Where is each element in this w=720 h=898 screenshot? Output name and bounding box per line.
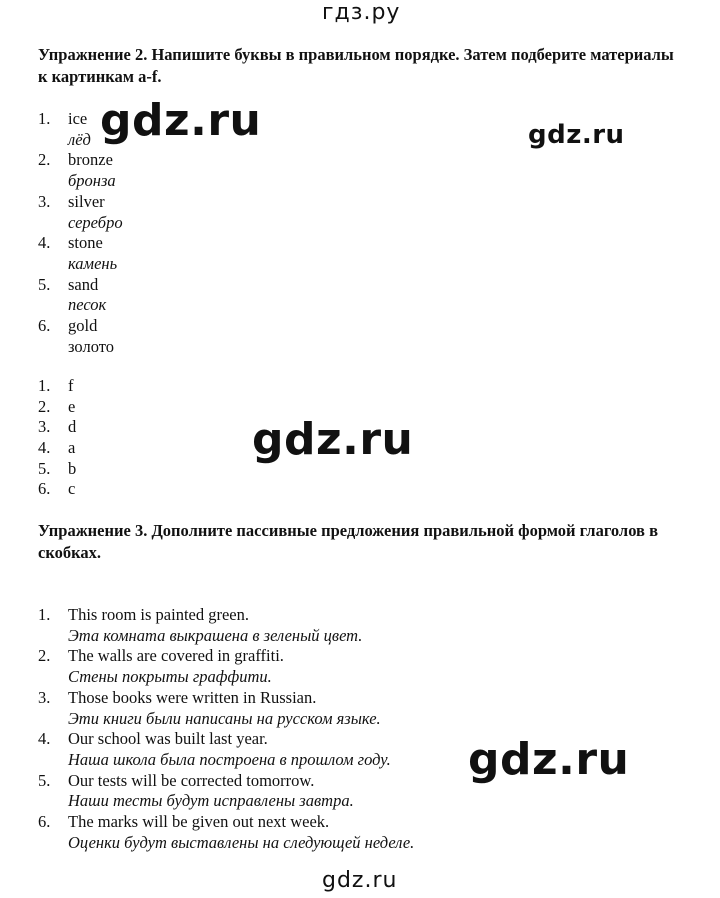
item-number: 1. [38, 376, 51, 395]
english-sentence: Those books were written in Russian. [68, 687, 317, 707]
exercise-3-sentence-list [38, 605, 414, 853]
item-number: 2. [38, 396, 51, 416]
item-number: 3. [38, 191, 51, 211]
item-number: 2. [38, 646, 51, 666]
item-number: 4. [38, 233, 51, 253]
list-item [38, 646, 414, 687]
english-word: gold [68, 316, 98, 336]
list-item [38, 275, 123, 316]
english-sentence: This room is painted green. [68, 605, 250, 624]
item-number: 6. [38, 479, 51, 499]
item-number: 4. [38, 729, 51, 749]
item-number: 5. [38, 274, 51, 294]
item-number: 2. [38, 150, 51, 170]
watermark-top: гдз.ру [322, 0, 401, 25]
english-sentence: The walls are covered in graffiti. [68, 646, 284, 666]
english-word: sand [68, 274, 99, 294]
item-number: 5. [38, 458, 51, 478]
russian-translation: Эти книги были написаны на русском языке. [68, 708, 381, 728]
watermark: gdz.ru [528, 120, 625, 150]
russian-translation: серебро [68, 212, 123, 232]
russian-translation: Наша школа была построена в прошлом году. [68, 749, 391, 769]
russian-translation: лёд [68, 129, 91, 149]
list-item [38, 150, 123, 191]
list-item [38, 688, 414, 729]
item-number: 3. [38, 687, 51, 707]
list-item [38, 812, 414, 853]
exercise-2-word-list [38, 109, 123, 357]
list-item [38, 192, 123, 233]
item-number: 3. [38, 417, 51, 437]
russian-translation: Стены покрыты граффити. [68, 667, 272, 687]
list-item [38, 729, 414, 770]
answer-letter: b [68, 458, 77, 478]
russian-translation: камень [68, 253, 118, 273]
english-word: stone [68, 233, 103, 253]
exercise-2-title: Упражнение 2. Напишите буквы в правильном порядке. Затем подберите материалы к картинкам a-f. [38, 45, 674, 86]
item-number: 1. [38, 109, 51, 128]
list-item [38, 438, 76, 459]
list-item [38, 233, 123, 274]
watermark: gdz.ru [468, 734, 630, 785]
item-number: 1. [38, 605, 51, 624]
answer-letter: c [68, 479, 76, 499]
exercise-3-title: Упражнение 3. Дополните пассивные предложения правильной формой глаголов в скобках. [38, 521, 658, 562]
item-number: 6. [38, 812, 51, 832]
russian-translation: Эта комната выкрашена в зеленый цвет. [68, 625, 363, 645]
watermark-bottom: gdz.ru [322, 868, 398, 893]
english-word: ice [68, 109, 88, 128]
english-word: silver [68, 191, 105, 211]
russian-translation: Наши тесты будут исправлены завтра. [68, 791, 354, 811]
exercise-2-answer-list [38, 376, 76, 500]
russian-translation: бронза [68, 171, 116, 191]
list-item [38, 459, 76, 480]
answer-letter: d [68, 417, 77, 437]
list-item [38, 605, 414, 646]
item-number: 4. [38, 438, 51, 458]
english-sentence: Our tests will be corrected tomorrow. [68, 770, 315, 790]
english-word: bronze [68, 150, 113, 170]
list-item [38, 771, 414, 812]
russian-translation: Оценки будут выставлены на следующей неделе. [68, 832, 415, 852]
english-sentence: The marks will be given out next week. [68, 812, 330, 832]
list-item [38, 479, 76, 500]
english-sentence: Our school was built last year. [68, 729, 268, 749]
list-item [38, 417, 76, 438]
item-number: 5. [38, 770, 51, 790]
russian-translation: золото [68, 336, 114, 356]
list-item [38, 376, 76, 397]
watermark: gdz.ru [252, 414, 414, 465]
list-item [38, 316, 123, 357]
russian-translation: песок [68, 295, 107, 315]
item-number: 6. [38, 316, 51, 336]
answer-letter: e [68, 396, 76, 416]
watermark: gdz.ru [100, 95, 262, 146]
answer-letter: a [68, 438, 76, 458]
answer-letter: f [68, 376, 74, 395]
list-item [38, 397, 76, 418]
